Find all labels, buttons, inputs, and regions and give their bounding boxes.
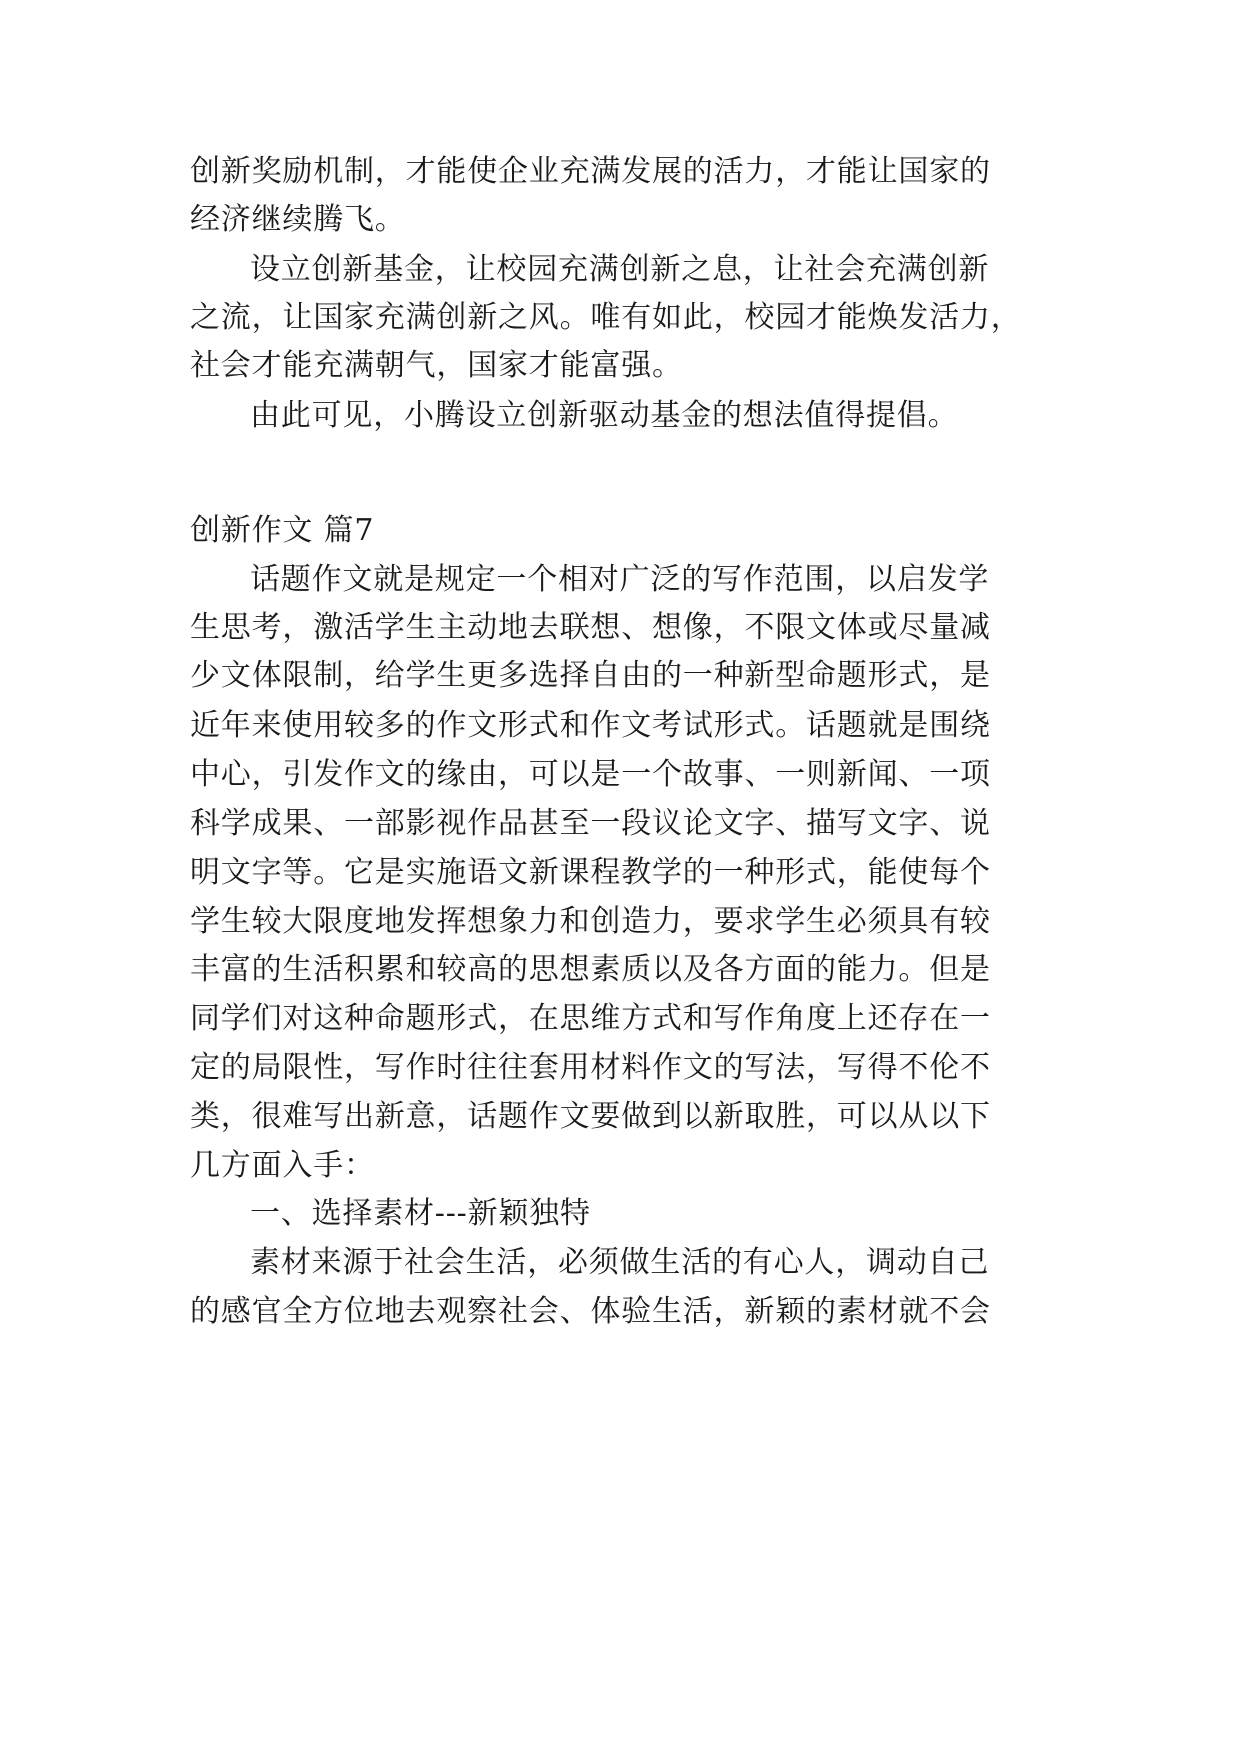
paragraph-start: 素材来源于社会生活，必须做生活的有心人，调动自己 — [250, 1245, 990, 1280]
text-line: 的感官全方位地去观察社会、体验生活，新颖的素材就不会 — [190, 1294, 991, 1329]
text-line: 中心，引发作文的缘由，可以是一个故事、一则新闻、一项 — [190, 757, 991, 792]
text-line: 定的局限性，写作时往往套用材料作文的写法，写得不伦不 — [190, 1050, 991, 1085]
paragraph-start: 设立创新基金，让校园充满创新之息，让社会充满创新 — [250, 252, 990, 287]
text-line: 类，很难写出新意，话题作文要做到以新取胜，可以从以下 — [190, 1099, 991, 1134]
text-line: 几方面入手： — [190, 1148, 375, 1183]
text-line: 社会才能充满朝气，国家才能富强。 — [190, 348, 683, 383]
subsection-heading: 一、选择素材---新颖独特 — [250, 1196, 591, 1231]
paragraph-start: 话题作文就是规定一个相对广泛的写作范围，以启发学 — [250, 562, 990, 597]
text-line: 科学成果、一部影视作品甚至一段议论文字、描写文字、说 — [190, 806, 991, 841]
text-line: 同学们对这种命题形式，在思维方式和写作角度上还存在一 — [190, 1001, 991, 1036]
text-line: 创新奖励机制，才能使企业充满发展的活力，才能让国家的 — [190, 154, 991, 189]
paragraph-start: 由此可见，小腾设立创新驱动基金的想法值得提倡。 — [250, 398, 959, 433]
text-line: 近年来使用较多的作文形式和作文考试形式。话题就是围绕 — [190, 708, 991, 743]
text-line: 经济继续腾飞。 — [190, 202, 406, 237]
text-line: 学生较大限度地发挥想象力和创造力，要求学生必须具有较 — [190, 904, 991, 939]
text-line: 丰富的生活积累和较高的思想素质以及各方面的能力。但是 — [190, 952, 991, 987]
section-heading: 创新作文 篇7 — [190, 513, 375, 548]
text-line: 少文体限制，给学生更多选择自由的一种新型命题形式，是 — [190, 658, 991, 693]
text-line: 之流，让国家充满创新之风。唯有如此，校园才能焕发活力， — [190, 300, 1022, 335]
text-line: 生思考，激活学生主动地去联想、想像，不限文体或尽量减 — [190, 610, 991, 645]
text-line: 明文字等。它是实施语文新课程教学的一种形式，能使每个 — [190, 855, 991, 890]
